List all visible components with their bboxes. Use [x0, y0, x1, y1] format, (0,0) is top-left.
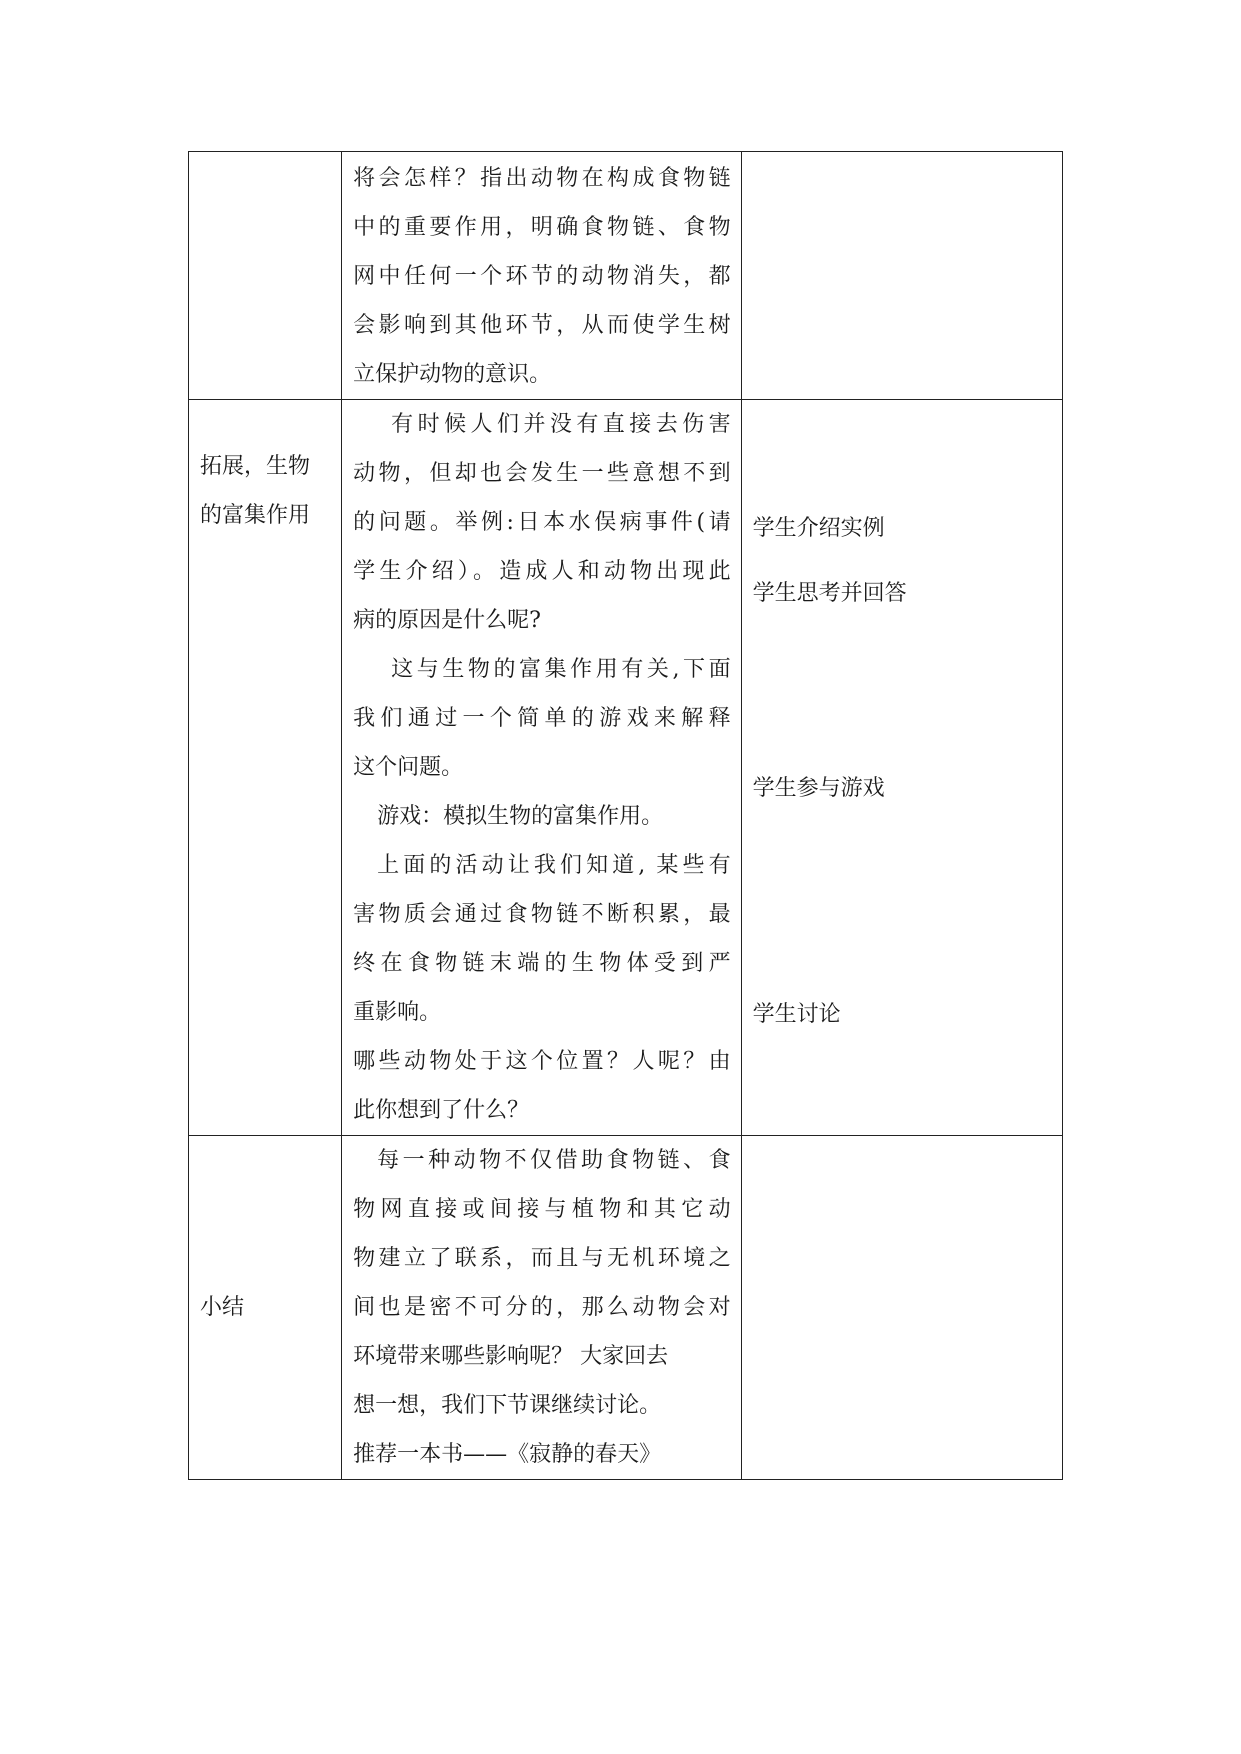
text-line: 环境带来哪些影响呢？ 大家回去	[353, 1344, 669, 1369]
text-line: 想一想，我们下节课继续讨论。	[353, 1393, 662, 1418]
text-line: 物网直接或间接与植物和其它动	[353, 1197, 731, 1222]
text-line: 重影响。	[353, 1000, 442, 1025]
text-line: 有时候人们并没有直接去伤害	[391, 412, 731, 437]
text-line: 的问题。举例:日本水俣病事件(请	[353, 510, 731, 535]
text-line: 害物质会通过食物链不断积累，最	[353, 902, 731, 927]
stage-label-line: 小结	[200, 1295, 245, 1320]
stage-cell	[189, 152, 342, 400]
table-row	[189, 400, 1063, 1136]
text-line: 中的重要作用，明确食物链、食物	[353, 215, 731, 240]
text-line: 游戏：模拟生物的富集作用。	[377, 804, 664, 829]
text-line: 网中任何一个环节的动物消失，都	[353, 264, 731, 289]
stage-label-line: 的富集作用	[200, 503, 311, 528]
teacher-activity-cell	[342, 400, 741, 1136]
stage-cell	[189, 1136, 342, 1480]
table-row	[189, 152, 1063, 400]
text-line: 学生介绍）。造成人和动物出现此	[353, 559, 731, 584]
text-line: 立保护动物的意识。	[353, 362, 552, 387]
text-line: 哪些动物处于这个位置？人呢？由	[353, 1049, 731, 1074]
student-activity-line: 学生介绍实例	[752, 516, 885, 541]
lesson-plan-table	[188, 151, 1063, 1480]
text-line: 病的原因是什么呢?	[353, 608, 541, 633]
stage-label-line: 拓展，生物	[200, 454, 311, 479]
text-line: 终在食物链末端的生物体受到严	[353, 951, 731, 976]
student-activity-cell	[741, 152, 1062, 400]
text-line: 每一种动物不仅借助食物链、食	[377, 1148, 731, 1173]
text-line: 这与生物的富集作用有关,下面	[391, 657, 731, 682]
stage-cell	[189, 400, 342, 1136]
text-line: 会影响到其他环节，从而使学生树	[353, 313, 731, 338]
text-line: 这个问题。	[353, 755, 464, 780]
student-activity-line: 学生思考并回答	[752, 581, 907, 606]
text-line: 间也是密不可分的，那么动物会对	[353, 1295, 731, 1320]
student-activity-cell	[741, 400, 1062, 1136]
text-line: 推荐一本书——《寂静的春天》	[353, 1442, 662, 1467]
teacher-activity-cell	[342, 152, 741, 400]
student-activity-line: 学生讨论	[752, 1002, 841, 1027]
student-activity-cell	[741, 1136, 1062, 1480]
text-line: 将会怎样？指出动物在构成食物链	[353, 166, 731, 191]
teacher-activity-cell	[342, 1136, 741, 1480]
text-line: 上面的活动让我们知道, 某些有	[377, 853, 731, 878]
text-line: 物建立了联系，而且与无机环境之	[353, 1246, 731, 1271]
text-line: 此你想到了什么？	[353, 1098, 530, 1123]
table-row	[189, 1136, 1063, 1480]
text-line: 我们通过一个简单的游戏来解释	[353, 706, 731, 731]
text-line: 动物，但却也会发生一些意想不到	[353, 461, 731, 486]
student-activity-line: 学生参与游戏	[752, 776, 885, 801]
